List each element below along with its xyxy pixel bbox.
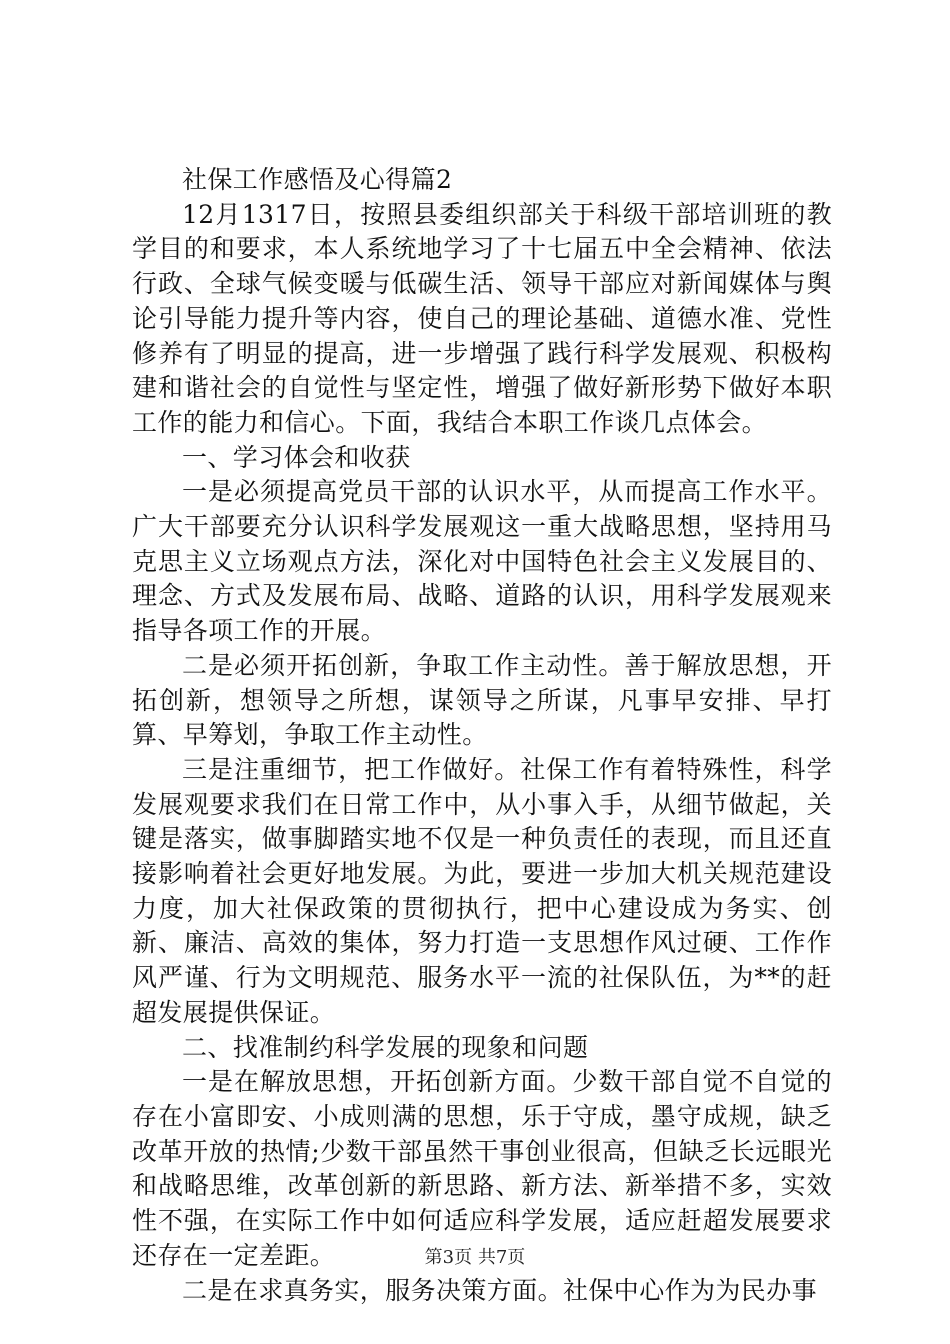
page-footer: 第3页 共7页	[424, 1247, 526, 1268]
document-body	[132, 163, 832, 1308]
paragraph-problem-1: 一是在解放思想，开拓创新方面。少数干部自觉不自觉的存在小富即安、小成则满的思想，乐于守成，墨守成规，缺乏改革开放的热情;少数干部虽然干事创业很高，但缺乏长远眼光和战略思维，改革创新的新思路、新方法、新举措不多，实效性不强，在实际工作中如何适应科学发展，适应赶超发展要求还存在一定差距。	[132, 1067, 832, 1270]
paragraph-point-3: 三是注重细节，把工作做好。社保工作有着特殊性，科学发展观要求我们在日常工作中，从小事入手，从细节做起，关键是落实，做事脚踏实地不仅是一种负责任的表现，而且还直接影响着社会更好地发展。为此，要进一步加大机关规范建设力度，加大社保政策的贯彻执行，把中心建设成为务实、创新、廉洁、高效的集体，努力打造一支思想作风过硬、工作作风严谨、行为文明规范、服务水平一流的社保队伍，为**的赶超发展提供保证。	[132, 754, 832, 1027]
paragraph-point-1: 一是必须提高党员干部的认识水平，从而提高工作水平。广大干部要充分认识科学发展观这一重大战略思想，坚持用马克思主义立场观点方法，深化对中国特色社会主义发展目的、理念、方式及发展布局、战略、道路的认识，用科学发展观来指导各项工作的开展。	[132, 477, 832, 646]
paragraph-problem-2: 二是在求真务实，服务决策方面。社保中心作为为民办事	[182, 1275, 818, 1305]
section-heading-2: 二、找准制约科学发展的现象和问题	[182, 1032, 589, 1062]
section-heading-1: 一、学习体会和收获	[182, 442, 411, 472]
paragraph-intro: 12月1317日，按照县委组织部关于科级干部培训班的教学目的和要求，本人系统地学习了十七届五中全会精神、依法行政、全球气候变暖与低碳生活、领导干部应对新闻媒体与舆论引导能力提升等内容，使自己的理论基础、道德水准、党性修养有了明显的提高，进一步增强了践行科学发展观、积极构建和谐社会的自觉性与坚定性，增强了做好新形势下做好本职工作的能力和信心。下面，我结合本职工作谈几点体会。	[132, 199, 832, 437]
paragraph-point-2: 二是必须开拓创新，争取工作主动性。善于解放思想，开拓创新，想领导之所想，谋领导之所谋，凡事早安排、早打算、早筹划，争取工作主动性。	[132, 650, 832, 750]
document-title: 社保工作感悟及心得篇2	[182, 165, 453, 194]
